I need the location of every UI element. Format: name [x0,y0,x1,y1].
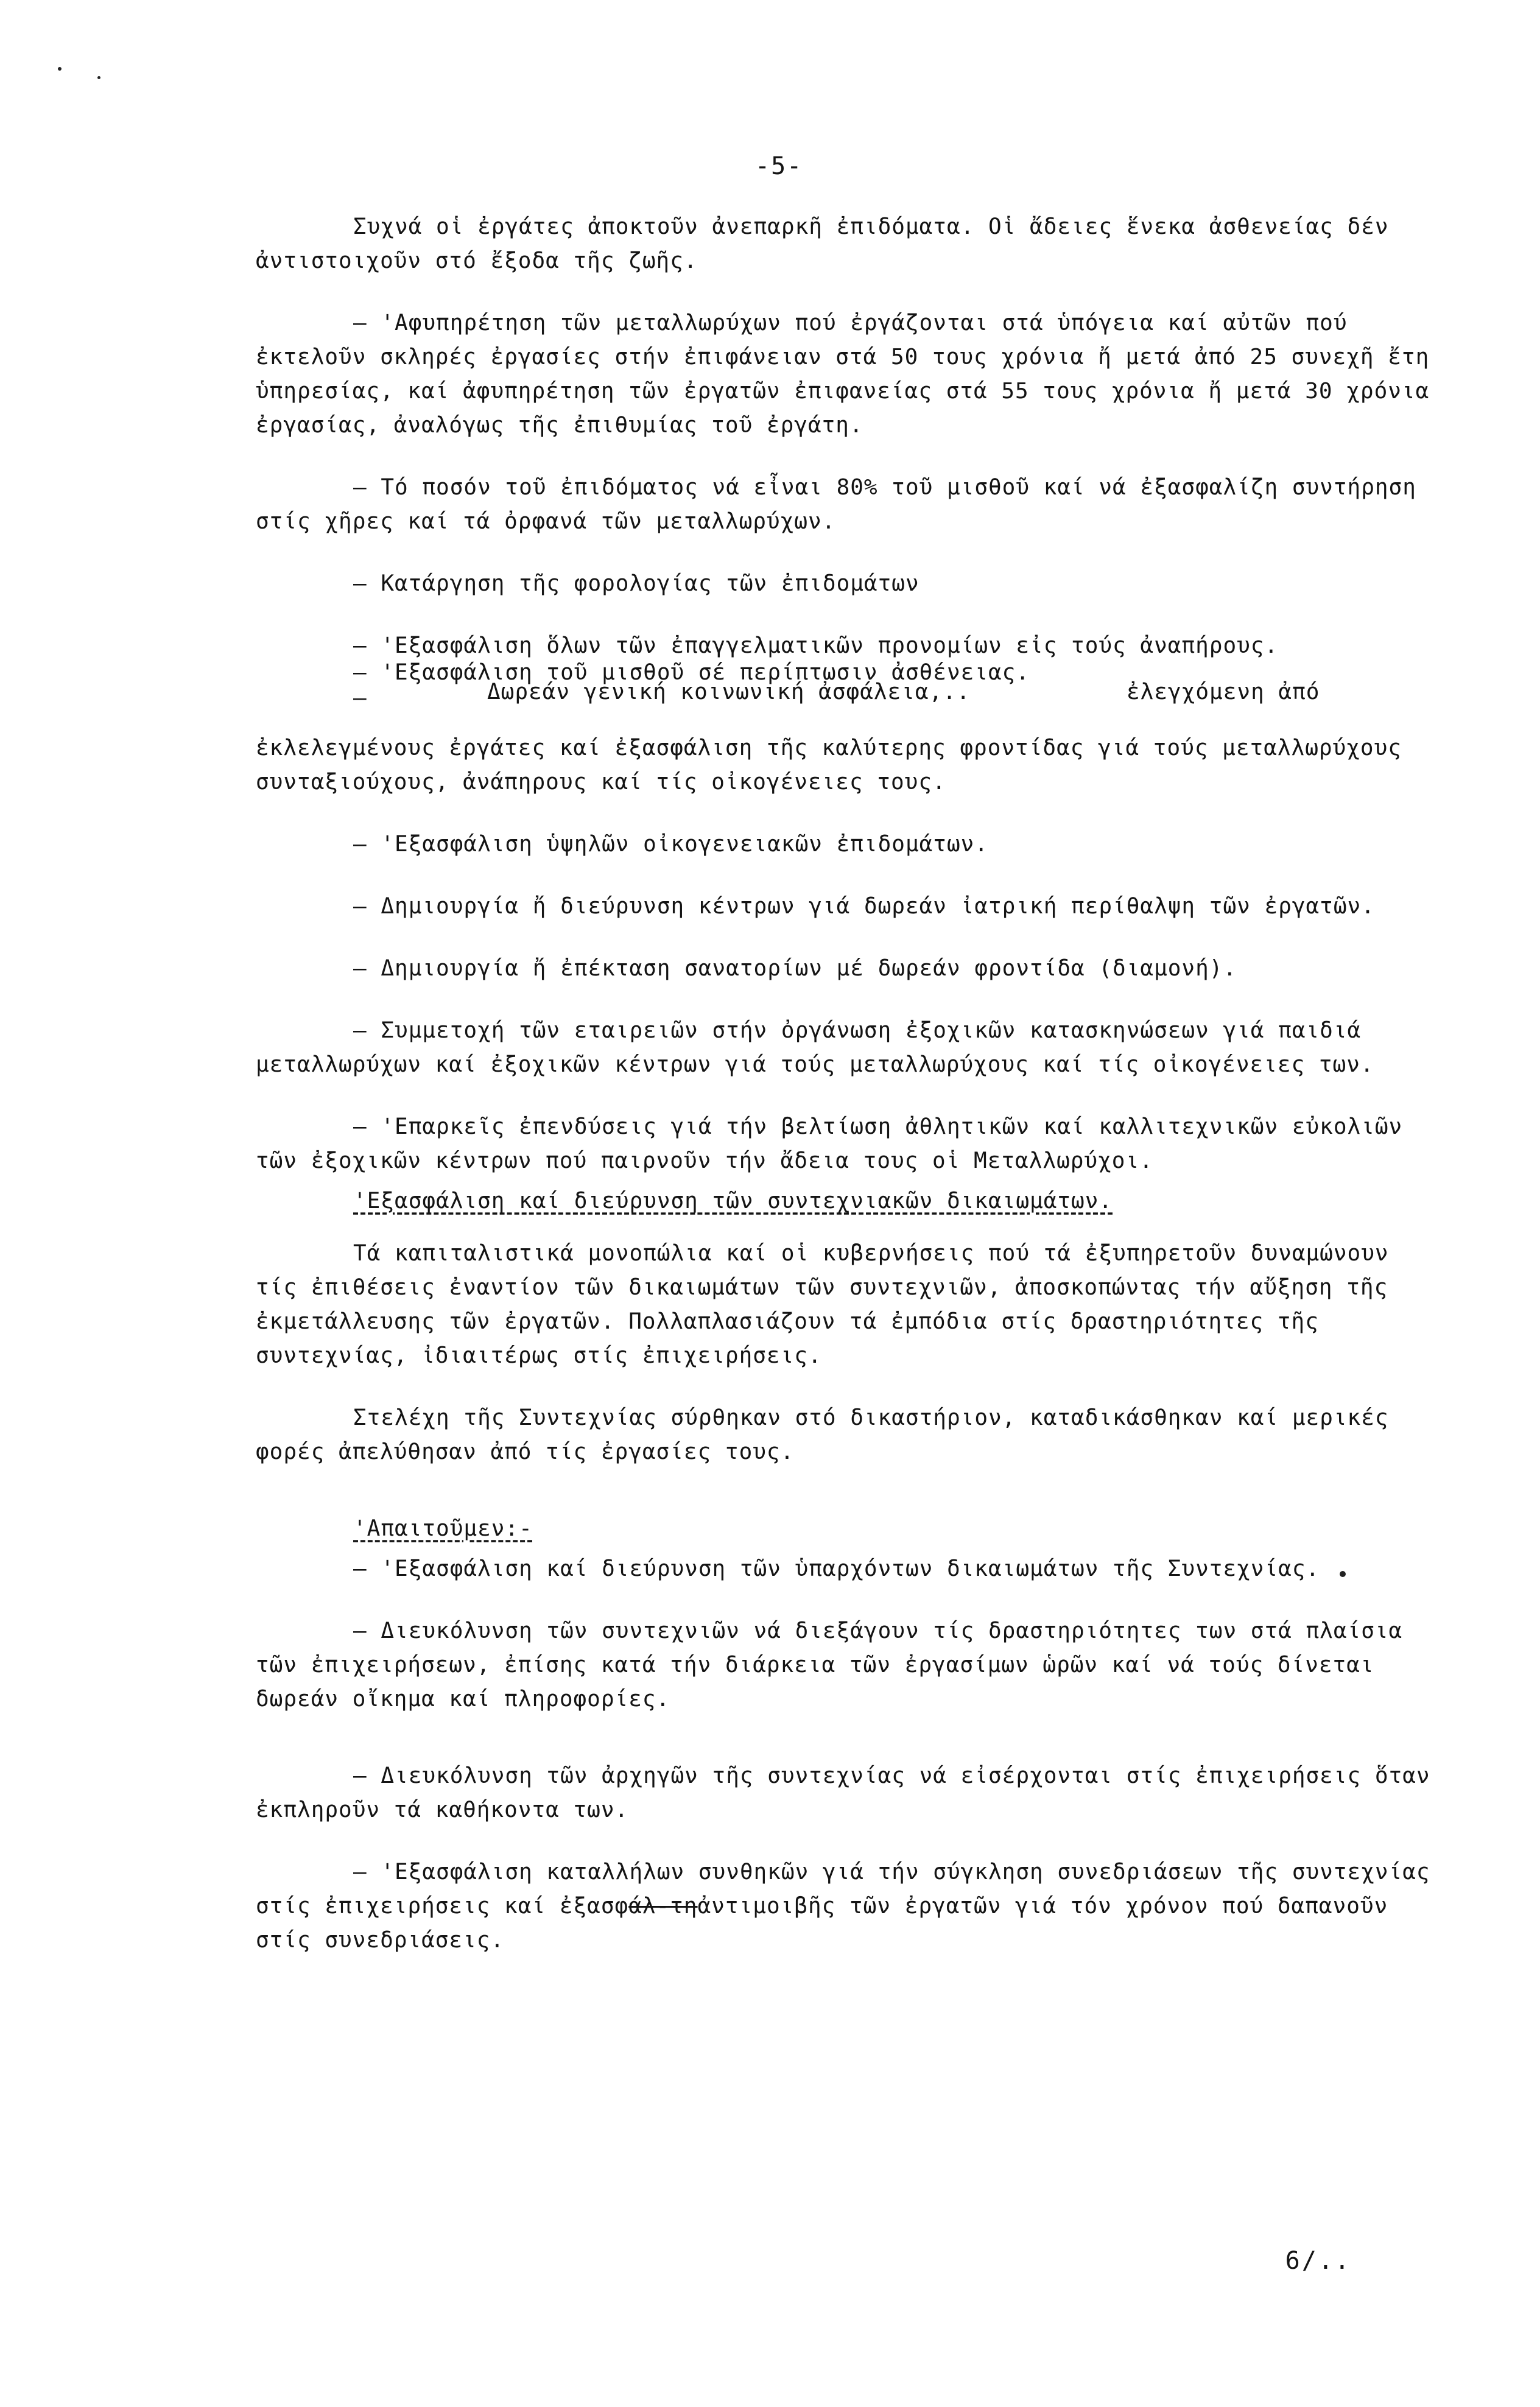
scan-speck [97,76,100,79]
overprint-dash: – [353,686,367,711]
section-heading: 'Εξασφάλιση καί διεύρυνση τῶν συντεχνιακῶν δικαιωμάτων. [353,1189,1113,1214]
demand-item: – Δημιουργία ἤ ἐπέκταση σανατορίων μέ δωρεάν φροντίδα (διαμονή). [353,956,1237,981]
demand-item: – Τό ποσόν τοῦ ἐπιδόματος νά εἶναι 80% τοῦ μισθοῦ καί νά ἐξασφαλίζη συντήρηση στίς χῆρες καί τά ὀρφανά τῶν μεταλλωρύχων. [256,475,1416,534]
overprint-line-insurance: Δωρεάν γενική κοινωνική ἀσφάλεια,.. [487,680,971,705]
overprinted-lines [256,660,1431,711]
struck-text: άλ-τη [628,1894,698,1919]
demand-item: – Δημιουργία ἤ διεύρυνση κέντρων γιά δωρεάν ἰατρική περίθαλψη τῶν ἐργατῶν. [353,894,1375,919]
document-body [256,210,1431,1986]
overprint-line-salary: – 'Εξασφάλιση τοῦ μισθοῦ σέ περίπτωσιν ἀσθένειας. [353,660,1030,685]
last-demand-item [256,1855,1431,1958]
section-paragraph: Στελέχη τῆς Συντεχνίας σύρθηκαν στό δικαστήριον, καταδικάσθηκαν καί μερικές φορές ἀπελύθησαν ἀπό τίς ἐργασίες τους. [256,1405,1389,1464]
demand-item: – 'Αφυπηρέτηση τῶν μεταλλωρύχων πού ἐργάζονται στά ὑπόγεια καί αὐτῶν πού ἐκτελοῦν σκληρές ἐργασίες στήν ἐπιφάνειαν στά 50 τους χρόνια ἤ μετά ἀπό 25 συνεχῆ ἔτη ὑπηρεσίας, καί ἀφυπηρέτηση τῶν ἐργατῶν ἐπιφανείας στά 55 τους χρόνια ἤ μετά 30 χρόνια ἐργασίας, ἀναλόγως τῆς ἐπιθυμίας τοῦ ἐργάτη. [256,311,1430,438]
last-demand-text-end: ἀντιμοιβῆς τῶν ἐργατῶν γιά τόν χρόνον πού δαπανοῦν στίς συνεδριάσεις. [256,1894,1388,1953]
demand-item: – 'Εξασφάλιση ὅλων τῶν ἐπαγγελματικῶν προνομίων εἰς τούς ἀναπήρους. [353,633,1279,658]
scan-speck [58,67,62,71]
demand-item: – Διευκόλυνση τῶν ἀρχηγῶν τῆς συντεχνίας νά εἰσέρχονται στίς ἐπιχειρήσεις ὅταν ἐκπληροῦν τά καθήκοντα των. [256,1763,1430,1822]
demand-item: – 'Εξασφάλιση ὑψηλῶν οἰκογενειακῶν ἐπιδομάτων. [353,832,988,857]
demands-heading: 'Απαιτοῦμεν:- [353,1516,533,1541]
demand-item: – Διευκόλυνση τῶν συντεχνιῶν νά διεξάγουν τίς δραστηριότητες των στά πλαίσια τῶν ἐπιχειρήσεων, ἐπίσης κατά τήν διάρκεια τῶν ἐργασίμων ὡρῶν καί νά τούς δίνεται δωρεάν οἴκημα καί πληροφορίες. [256,1618,1403,1712]
overprint-line-controlled: ἐλεγχόμενη ἀπό [1127,680,1320,705]
section-paragraph: Τά καπιταλιστικά μονοπώλια καί οἱ κυβερνήσεις πού τά ἐξυπηρετοῦν δυναμώνουν τίς ἐπιθέσεις ἐναντίον τῶν δικαιωμάτων τῶν συντεχνιῶν, ἀποσκοπώντας τήν αὔξηση τῆς ἐκμετάλλευσης τῶν ἐργατῶν. Πολλαπλασιάζουν τά ἐμπόδια στίς δραστηριότητες τῆς συντεχνίας, ἰδιαιτέρως στίς ἐπιχειρήσεις. [256,1241,1389,1368]
intro-paragraph: Συχνά οἱ ἐργάτες ἀποκτοῦν ἀνεπαρκῆ ἐπιδόματα. Οἱ ἄδειες ἕνεκα ἀσθενείας δέν ἀντιστοιχοῦν στό ἔξοδα τῆς ζωῆς. [256,214,1389,273]
demand-item: – 'Εξασφάλιση καί διεύρυνση τῶν ὑπαρχόντων δικαιωμάτων τῆς Συντεχνίας. [353,1556,1320,1581]
next-page-reference: 6/.. [1285,2247,1351,2275]
overprint-continuation: ἐκλελεγμένους ἐργάτες καί ἐξασφάλιση τῆς καλύτερης φροντίδας γιά τούς μεταλλωρύχους συνταξιούχους, ἀνάπηρους καί τίς οἰκογένειες τους. [256,736,1402,795]
demand-item: – 'Επαρκεῖς ἐπενδύσεις γιά τήν βελτίωση ἀθλητικῶν καί καλλιτεχνικῶν εὐκολιῶν τῶν ἐξοχικῶν κέντρων πού παιρνοῦν τήν ἄδεια τους οἱ Μεταλλωρύχοι. [256,1114,1403,1173]
page-number: -5- [755,152,803,180]
demand-item: – Συμμετοχή τῶν εταιρειῶν στήν ὀργάνωση ἐξοχικῶν κατασκηνώσεων γιά παιδιά μεταλλωρύχων καί ἐξοχικῶν κέντρων γιά τούς μεταλλωρύχους καί τίς οἰκογένειες των. [256,1018,1374,1077]
demand-item: – Κατάργηση τῆς φορολογίας τῶν ἐπιδομάτων [353,571,919,596]
last-demand-text: – 'Εξασφάλιση καταλλήλων συνθηκῶν γιά τήν σύγκληση συνεδριάσεων τῆς συντεχνίας στίς ἐπιχειρήσεις καί ἐξασφ [256,1860,1430,1919]
